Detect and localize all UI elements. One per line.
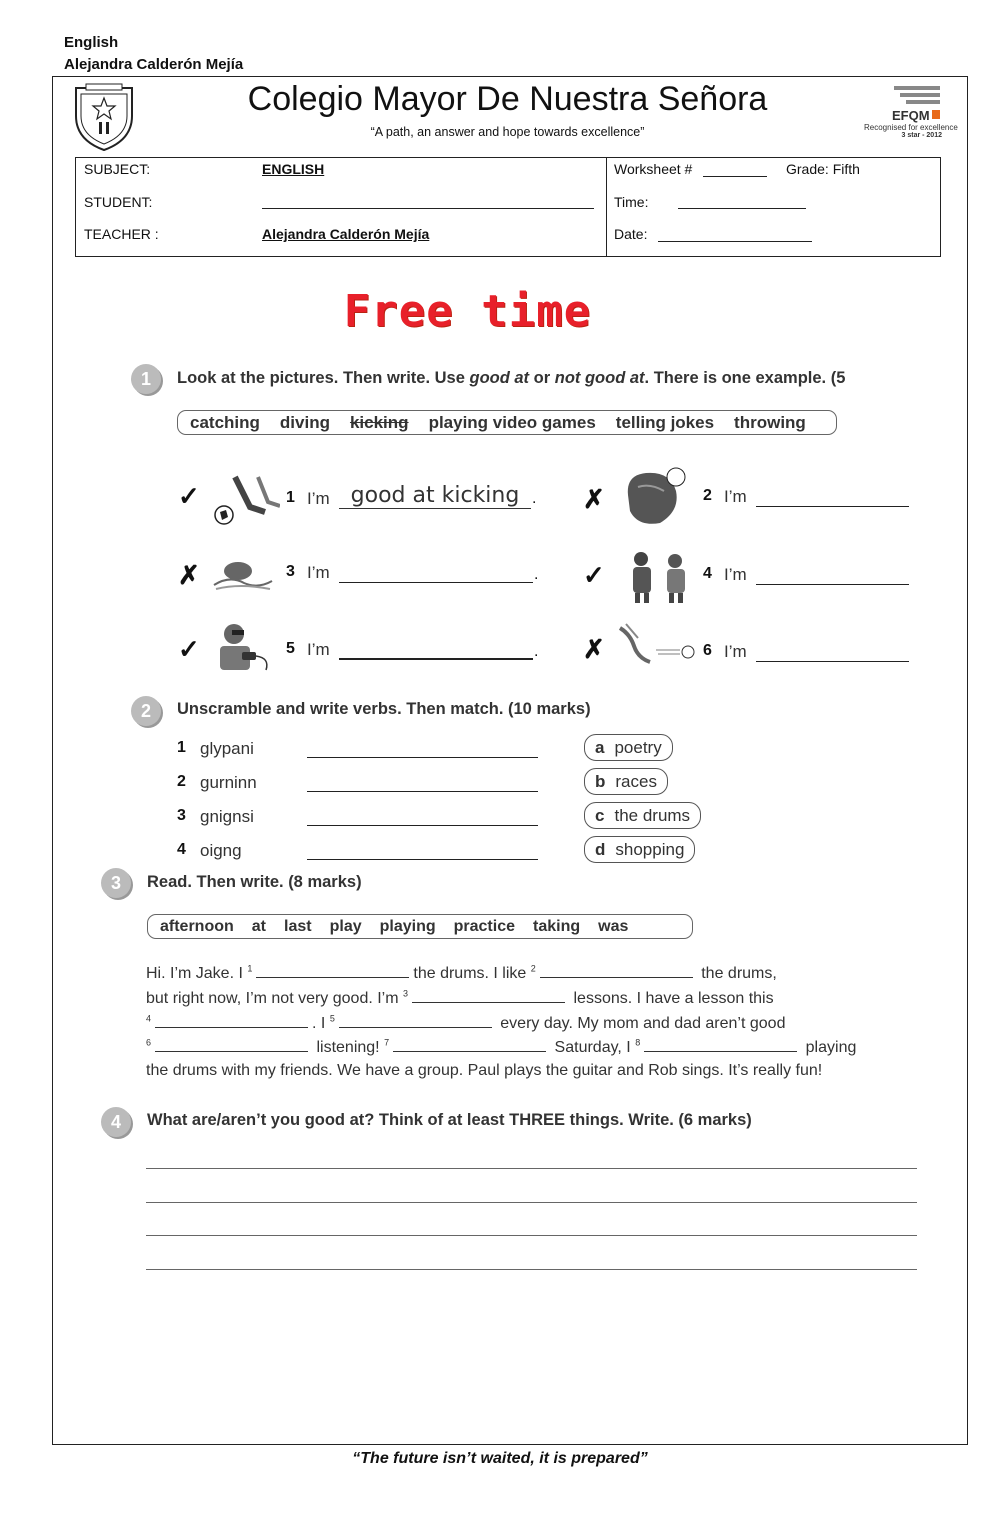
exercise-2-instruction: Unscramble and write verbs. Then match. (10 marks) <box>177 700 591 718</box>
grade-label: Grade: Fifth <box>786 161 860 177</box>
scramble-2-word: gurninn <box>200 773 257 792</box>
school-crest-icon <box>72 82 136 152</box>
exercise-3-badge: 3 <box>101 868 131 898</box>
item-3-text: I’m <box>307 563 330 582</box>
blank-3[interactable] <box>412 988 565 1003</box>
blank-7[interactable] <box>393 1037 546 1052</box>
word-at: at <box>251 917 267 935</box>
throwing-icon <box>614 622 698 668</box>
match-option-b[interactable] <box>584 768 668 795</box>
scramble-4-number: 4 <box>177 841 186 858</box>
word-kicking: kicking <box>349 412 409 432</box>
teacher-label: TEACHER : <box>84 226 159 242</box>
option-a-text: poetry <box>614 737 662 757</box>
worksheet-label: Worksheet # <box>614 161 693 177</box>
subject-value: ENGLISH <box>262 161 325 177</box>
scramble-1-answer-line[interactable] <box>307 757 538 758</box>
blank-1[interactable] <box>256 963 409 978</box>
item-4-text: I’m <box>724 565 747 584</box>
exercise-3-instruction: Read. Then write. (8 marks) <box>147 873 362 891</box>
exercise-3-word-box <box>147 914 693 939</box>
item-6-text: I’m <box>724 642 747 661</box>
item-5-period: . <box>534 643 539 660</box>
kicking-ball-icon <box>210 472 280 527</box>
school-name: Colegio Mayor De Nuestra Señora <box>247 80 768 118</box>
student-label: STUDENT: <box>84 194 153 210</box>
blank-8[interactable] <box>644 1037 797 1052</box>
item-4-number: 4 <box>703 565 712 582</box>
exercise-1-instruction: Look at the pictures. Then write. Use good at or not good at. There is one example. (5 <box>177 369 846 387</box>
item-1-text: I’m <box>307 489 330 508</box>
scramble-2-number: 2 <box>177 773 186 790</box>
item-1-period: . <box>532 490 537 507</box>
telling-jokes-icon <box>625 549 691 603</box>
diving-icon <box>210 555 275 595</box>
writing-line-1[interactable] <box>146 1168 917 1169</box>
efqm-logo <box>864 86 958 146</box>
passage-line-3: $^4$ . I $^5$ every day. My mom and dad aren’t good <box>146 1013 786 1032</box>
writing-line-3[interactable] <box>146 1235 917 1236</box>
word-playing-video-games: playing video games <box>428 412 596 432</box>
top-subject-label: English <box>64 34 119 51</box>
time-input-line[interactable] <box>678 208 806 209</box>
exercise-4-badge: 4 <box>101 1107 131 1137</box>
subject-label: SUBJECT: <box>84 161 151 177</box>
option-a-letter: a <box>595 737 605 757</box>
option-d-letter: d <box>595 839 606 859</box>
word-last: last <box>284 917 312 935</box>
item-4-mark: ✓ <box>583 560 605 590</box>
page-title: Free time <box>343 286 592 337</box>
item-5-answer-line[interactable] <box>339 658 533 660</box>
word-diving: diving <box>279 412 330 432</box>
word-afternoon: afternoon <box>160 917 234 935</box>
word-was: was <box>598 917 629 935</box>
item-3-period: . <box>534 566 539 583</box>
school-motto: “A path, an answer and hope towards excellence” <box>370 125 645 139</box>
exercise-4-instruction: What are/aren’t you good at? Think of at least THREE things. Write. (6 marks) <box>147 1111 752 1129</box>
passage-line-1: Hi. I’m Jake. I $^1$ the drums. I like $^2$ the drums, <box>146 963 777 982</box>
exercise-1-badge: 1 <box>131 364 161 394</box>
efqm-brand: EFQM <box>892 108 930 123</box>
match-option-c[interactable] <box>584 802 701 829</box>
item-3-answer-line[interactable] <box>339 582 533 583</box>
option-c-text: the drums <box>614 805 691 825</box>
item-1-answer[interactable]: good at kicking <box>339 483 531 509</box>
student-input-line[interactable] <box>262 208 594 209</box>
item-5-number: 5 <box>286 640 295 657</box>
option-d-text: shopping <box>615 839 685 859</box>
writing-line-2[interactable] <box>146 1202 917 1203</box>
blank-4[interactable] <box>155 1013 308 1028</box>
scramble-4-word: oigng <box>200 841 242 860</box>
item-5-text: I’m <box>307 640 330 659</box>
passage-line-4: $^6$ listening! $^7$ Saturday, I $^8$ playing <box>146 1037 857 1056</box>
teacher-value: Alejandra Calderón Mejía <box>262 226 430 242</box>
blank-6[interactable] <box>155 1037 308 1052</box>
item-3-number: 3 <box>286 563 295 580</box>
top-author: Alejandra Calderón Mejía <box>64 56 244 73</box>
time-label: Time: <box>614 194 649 210</box>
worksheet-input-line[interactable] <box>703 176 767 177</box>
item-2-number: 2 <box>703 487 712 504</box>
footer-quote: “The future isn’t waited, it is prepared” <box>352 1450 648 1467</box>
option-b-text: races <box>615 771 657 791</box>
word-playing: playing <box>379 917 436 935</box>
writing-line-4[interactable] <box>146 1269 917 1270</box>
passage-line-2: but right now, I’m not very good. I’m $^3$ lessons. I have a lesson this <box>146 988 774 1007</box>
scramble-3-number: 3 <box>177 807 186 824</box>
efqm-line1: Recognised for excellence <box>864 123 958 132</box>
item-5-mark: ✓ <box>178 634 200 664</box>
scramble-4-answer-line[interactable] <box>307 859 538 860</box>
word-catching: catching <box>190 412 260 432</box>
catching-glove-icon <box>620 465 692 529</box>
exercise-1-word-box <box>177 410 837 435</box>
item-4-answer-line[interactable] <box>756 584 909 585</box>
item-2-mark: ✗ <box>583 484 605 514</box>
item-6-answer-line[interactable] <box>756 661 909 662</box>
word-taking: taking <box>533 917 581 935</box>
scramble-1-word: glypani <box>200 739 254 758</box>
passage-line-5: the drums with my friends. We have a group. Paul plays the guitar and Rob sings. It’s really fun! <box>146 1062 823 1079</box>
word-practice: practice <box>453 917 515 935</box>
info-table <box>75 157 941 257</box>
scramble-3-word: gnignsi <box>200 807 254 826</box>
page-frame <box>52 76 968 1445</box>
option-c-letter: c <box>595 805 605 825</box>
match-option-a[interactable] <box>584 734 673 761</box>
item-2-answer-line[interactable] <box>756 506 909 507</box>
date-label: Date: <box>614 226 648 242</box>
date-input-line[interactable] <box>658 241 812 242</box>
option-b-letter: b <box>595 771 606 791</box>
video-games-icon <box>212 622 274 674</box>
word-throwing: throwing <box>734 412 806 432</box>
scramble-1-number: 1 <box>177 739 186 756</box>
scramble-2-answer-line[interactable] <box>307 791 538 792</box>
match-option-d[interactable] <box>584 836 695 863</box>
item-6-mark: ✗ <box>583 634 605 664</box>
item-1-number: 1 <box>286 489 295 506</box>
word-play: play <box>329 917 362 935</box>
blank-2[interactable] <box>540 963 693 978</box>
blank-5[interactable] <box>339 1013 492 1028</box>
exercise-2-badge: 2 <box>131 696 161 726</box>
item-6-number: 6 <box>703 642 712 659</box>
item-1-mark: ✓ <box>178 481 200 511</box>
efqm-line2: 3 star - 2012 <box>901 132 942 139</box>
item-2-text: I’m <box>724 487 747 506</box>
scramble-3-answer-line[interactable] <box>307 825 538 826</box>
word-telling-jokes: telling jokes <box>615 412 715 432</box>
item-3-mark: ✗ <box>178 560 200 590</box>
